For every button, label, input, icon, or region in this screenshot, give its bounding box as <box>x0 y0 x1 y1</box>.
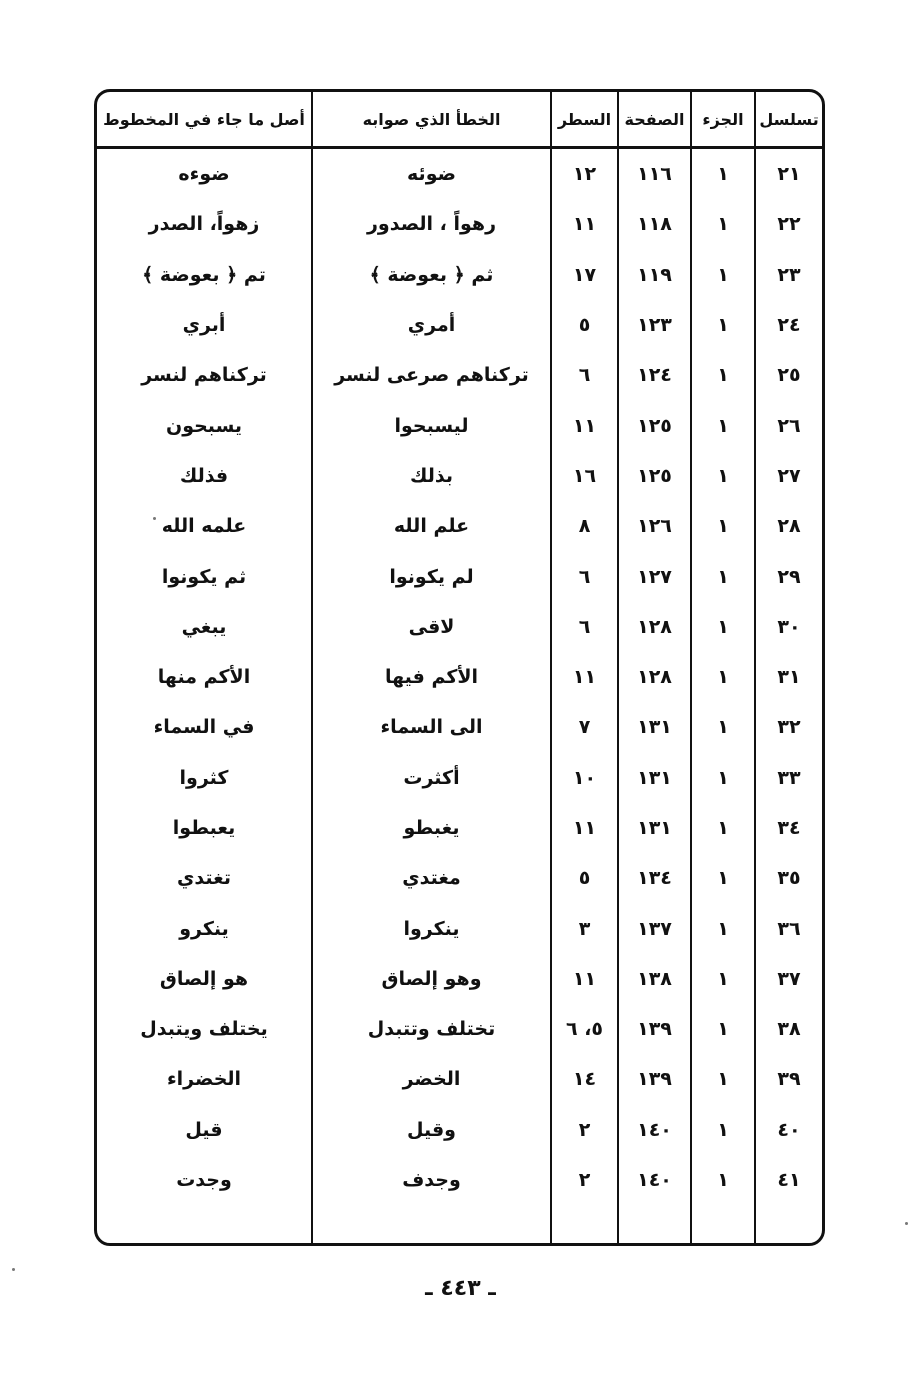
cell-serial: ٣٤ <box>754 803 822 853</box>
table-bottom-spacer <box>97 1205 311 1243</box>
cell-line: ١١ <box>550 400 617 450</box>
cell-part: ١ <box>690 1155 754 1205</box>
cell-line: ٥ <box>550 853 617 903</box>
cell-page: ١٤٠ <box>617 1155 690 1205</box>
cell-serial: ٢٥ <box>754 350 822 400</box>
cell-serial: ٤١ <box>754 1155 822 1205</box>
cell-line: ٢ <box>550 1105 617 1155</box>
cell-correct: مغتدي <box>311 853 550 903</box>
header-part: الجزء <box>690 92 754 149</box>
cell-original: ينكرو <box>179 917 229 940</box>
cell-page: ١٢٨ <box>617 652 690 702</box>
cell-original: الخضراء <box>166 1068 242 1091</box>
cell-line: ١٤ <box>550 1054 617 1104</box>
cell-correct: الخضر <box>311 1054 550 1104</box>
cell-line: ١١ <box>550 652 617 702</box>
cell-part: ١ <box>690 853 754 903</box>
cell-part: ١ <box>690 451 754 501</box>
cell-serial: ٣٩ <box>754 1054 822 1104</box>
cell-correct: تركناهم صرعى لنسر <box>311 350 550 400</box>
cell-part: ١ <box>690 149 754 199</box>
cell-original: في السماء <box>153 716 255 739</box>
cell-correct: وهو إلصاق <box>311 954 550 1004</box>
cell-part: ١ <box>690 803 754 853</box>
cell-line: ١١ <box>550 803 617 853</box>
cell-line: ٣ <box>550 903 617 953</box>
cell-line: ٨ <box>550 501 617 551</box>
cell-page: ١١٦ <box>617 149 690 199</box>
cell-serial: ٢٤ <box>754 300 822 350</box>
print-speck <box>12 1268 15 1271</box>
cell-correct: تختلف وتتبدل <box>311 1004 550 1054</box>
cell-page: ١٣١ <box>617 803 690 853</box>
cell-serial: ٢١ <box>754 149 822 199</box>
header-correct: الخطأ الذي صوابه <box>311 92 550 149</box>
cell-line: ٦ <box>550 350 617 400</box>
cell-serial: ٢٩ <box>754 551 822 601</box>
cell-part: ١ <box>690 602 754 652</box>
cell-original: يعبطوا <box>172 817 236 839</box>
cell-line: ٧ <box>550 702 617 752</box>
cell-correct: رهواً ، الصدور <box>311 199 550 249</box>
cell-correct: وجدف <box>311 1155 550 1205</box>
cell-correct: يغبطو <box>311 803 550 853</box>
cell-original: هو إلصاق <box>159 967 249 990</box>
cell-original: تغتدي <box>177 867 232 890</box>
cell-original: وجدت <box>176 1169 232 1192</box>
cell-line: ٦ <box>550 551 617 601</box>
cell-original: يختلف ويتبدل <box>140 1018 268 1041</box>
errata-table <box>94 89 825 1246</box>
cell-page: ١٢٤ <box>617 350 690 400</box>
cell-original: ضوءه <box>178 163 230 186</box>
cell-part: ١ <box>690 903 754 953</box>
cell-serial: ٢٦ <box>754 400 822 450</box>
cell-correct: لم يكونوا <box>311 551 550 601</box>
cell-serial: ٢٧ <box>754 451 822 501</box>
cell-correct: بذلك <box>311 451 550 501</box>
cell-page: ١١٩ <box>617 250 690 300</box>
table-bottom-spacer <box>690 1205 754 1243</box>
cell-part: ١ <box>690 1054 754 1104</box>
cell-original: يسبحون <box>165 414 243 437</box>
cell-serial: ٤٠ <box>754 1105 822 1155</box>
print-speck <box>905 1222 908 1225</box>
cell-correct: الأكم فيها <box>311 652 550 702</box>
cell-part: ١ <box>690 199 754 249</box>
cell-line: ٦ <box>550 602 617 652</box>
cell-line: ٥ <box>550 300 617 350</box>
cell-part: ١ <box>690 300 754 350</box>
cell-original: كثروا <box>179 766 229 789</box>
cell-line: ١٠ <box>550 753 617 803</box>
cell-line: ١٢ <box>550 149 617 199</box>
cell-original: علمه الله <box>161 515 247 538</box>
cell-part: ١ <box>690 753 754 803</box>
cell-part: ١ <box>690 250 754 300</box>
cell-correct: أكثرت <box>311 753 550 803</box>
cell-line: ١٧ <box>550 250 617 300</box>
cell-original: قيل <box>185 1118 223 1141</box>
cell-correct: ينكروا <box>311 903 550 953</box>
cell-page: ١٢٦ <box>617 501 690 551</box>
cell-page: ١٢٨ <box>617 602 690 652</box>
cell-page: ١٢٧ <box>617 551 690 601</box>
cell-page: ١٣٤ <box>617 853 690 903</box>
cell-serial: ٣٧ <box>754 954 822 1004</box>
cell-line: ١١ <box>550 954 617 1004</box>
cell-original: تم ﴿ بعوضة ﴾ <box>142 263 266 286</box>
header-page: الصفحة <box>617 92 690 149</box>
page-number: ـ ٤٤٣ ـ <box>425 1276 496 1301</box>
cell-correct: الى السماء <box>311 702 550 752</box>
cell-original: يبغي <box>181 615 227 638</box>
cell-serial: ٢٨ <box>754 501 822 551</box>
cell-page: ١٣٨ <box>617 954 690 1004</box>
cell-serial: ٢٢ <box>754 199 822 249</box>
cell-page: ١٣٧ <box>617 903 690 953</box>
cell-original: زهواً، الصدر <box>148 213 260 236</box>
cell-correct: ثم ﴿ بعوضة ﴾ <box>311 250 550 300</box>
cell-correct: وقيل <box>311 1105 550 1155</box>
cell-part: ١ <box>690 652 754 702</box>
cell-part: ١ <box>690 501 754 551</box>
cell-original: ثم يكونوا <box>161 565 247 588</box>
cell-serial: ٣٨ <box>754 1004 822 1054</box>
cell-correct: ضوئه <box>311 149 550 199</box>
cell-serial: ٢٣ <box>754 250 822 300</box>
table-bottom-spacer <box>550 1205 617 1243</box>
cell-line: ١٦ <box>550 451 617 501</box>
cell-serial: ٣٦ <box>754 903 822 953</box>
cell-serial: ٣١ <box>754 652 822 702</box>
cell-page: ١٢٣ <box>617 300 690 350</box>
cell-part: ١ <box>690 350 754 400</box>
cell-serial: ٣٠ <box>754 602 822 652</box>
cell-correct: ليسبحوا <box>311 400 550 450</box>
cell-page: ١٣٩ <box>617 1004 690 1054</box>
table-bottom-spacer <box>311 1205 550 1243</box>
cell-part: ١ <box>690 1004 754 1054</box>
cell-line: ٢ <box>550 1155 617 1205</box>
cell-page: ١٤٠ <box>617 1105 690 1155</box>
print-speck <box>153 517 156 520</box>
cell-part: ١ <box>690 400 754 450</box>
cell-part: ١ <box>690 954 754 1004</box>
cell-line: ١١ <box>550 199 617 249</box>
cell-original: تركناهم لنسر <box>141 364 267 387</box>
cell-part: ١ <box>690 702 754 752</box>
cell-line: ٥، ٦ <box>550 1004 617 1054</box>
cell-page: ١٣١ <box>617 702 690 752</box>
cell-original: فذلك <box>179 464 229 487</box>
cell-serial: ٣٥ <box>754 853 822 903</box>
cell-original: أبري <box>182 314 226 337</box>
cell-page: ١١٨ <box>617 199 690 249</box>
cell-serial: ٣٢ <box>754 702 822 752</box>
header-original: أصل ما جاء في المخطوط <box>97 92 311 149</box>
cell-page: ١٣١ <box>617 753 690 803</box>
cell-serial: ٣٣ <box>754 753 822 803</box>
table-bottom-spacer <box>617 1205 690 1243</box>
header-line: السطر <box>550 92 617 149</box>
cell-original: الأكم منها <box>157 666 251 689</box>
cell-correct: علم الله <box>311 501 550 551</box>
cell-page: ١٣٩ <box>617 1054 690 1104</box>
cell-page: ١٢٥ <box>617 400 690 450</box>
errata-grid <box>97 92 822 1243</box>
cell-part: ١ <box>690 1105 754 1155</box>
header-serial: تسلسل <box>754 92 822 149</box>
cell-correct: لاقى <box>311 602 550 652</box>
cell-part: ١ <box>690 551 754 601</box>
cell-page: ١٢٥ <box>617 451 690 501</box>
table-bottom-spacer <box>754 1205 822 1243</box>
cell-correct: أمري <box>311 300 550 350</box>
